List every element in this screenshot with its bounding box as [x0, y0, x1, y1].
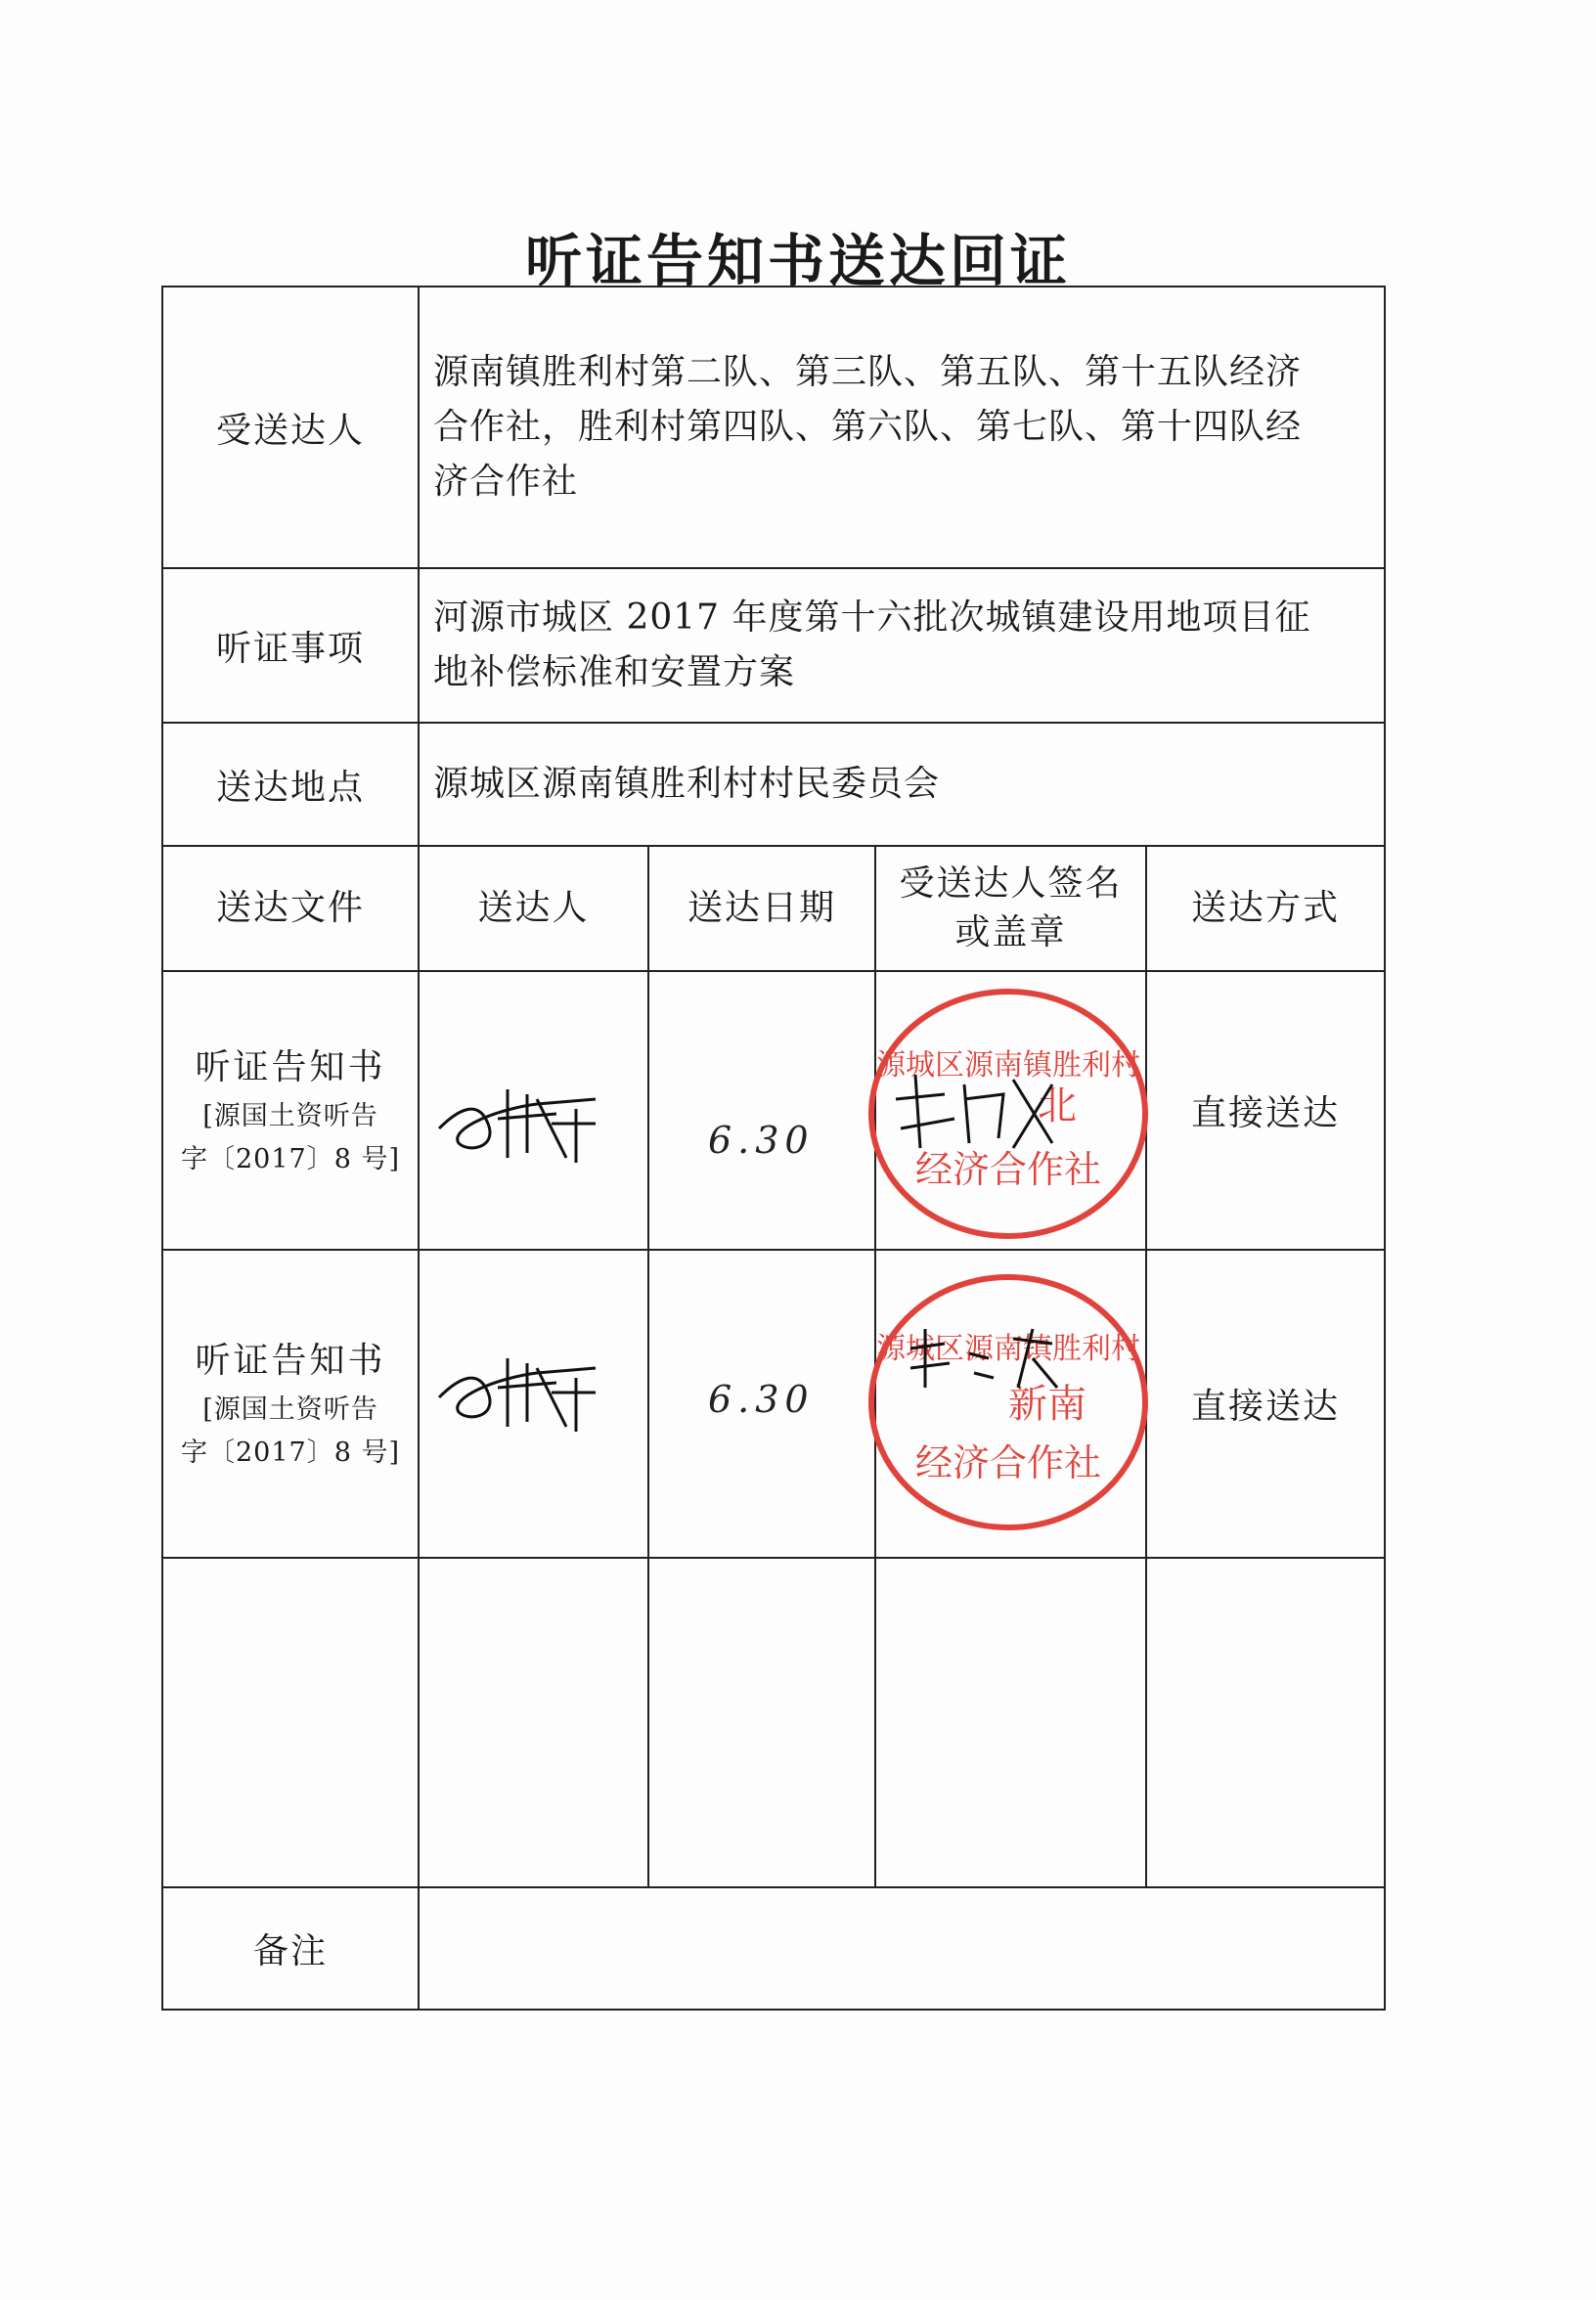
location-label: 送达地点 — [162, 723, 419, 846]
server-signature — [429, 1070, 625, 1168]
header-recipient-sign — [875, 846, 1146, 971]
recipient-signature — [886, 1060, 1062, 1158]
document-name: 听证告知书 — [195, 1046, 386, 1087]
seal-middle-text: 北 — [1038, 1084, 1077, 1128]
server-signature — [429, 1339, 625, 1437]
document-cell — [162, 971, 419, 1250]
header-date: 送达日期 — [648, 846, 875, 971]
remarks-row — [162, 1887, 1385, 2010]
recipient-row — [162, 287, 1385, 568]
server-signature-cell — [419, 971, 648, 1250]
matter-label: 听证事项 — [162, 568, 419, 723]
recipient-value — [419, 287, 1385, 568]
matter-value — [419, 568, 1385, 723]
recipient-line: 合作社，胜利村第四队、第六队、第七队、第十四队经 — [433, 407, 1303, 447]
delivery-row — [162, 1250, 1385, 1558]
empty-cell — [162, 1558, 419, 1887]
remarks-label: 备注 — [162, 1887, 419, 2010]
matter-line: 地补偿标准和安置方案 — [433, 652, 796, 692]
matter-line: 河源市城区 2017 年度第十六批次城镇建设用地项目征 — [433, 597, 1311, 638]
delivery-method: 直接送达 — [1146, 1250, 1385, 1558]
seal-top-text: 源城区源南镇胜利村 — [876, 1048, 1140, 1083]
empty-cell — [875, 1558, 1146, 1887]
seal-top-text: 源城区源南镇胜利村 — [876, 1332, 1140, 1366]
header-recipient-sign-line: 或盖章 — [954, 912, 1067, 952]
document-reference: [源国土资听告 — [202, 1393, 378, 1425]
document-reference: [源国土资听告 — [202, 1100, 378, 1131]
column-header-row — [162, 846, 1385, 971]
date-cell — [648, 1250, 875, 1558]
date-cell — [648, 971, 875, 1250]
delivery-date: 6.30 — [708, 1378, 815, 1421]
delivery-method: 直接送达 — [1146, 971, 1385, 1250]
recipient-label: 受送达人 — [162, 287, 419, 568]
delivery-date: 6.30 — [708, 1119, 815, 1162]
recipient-seal-cell — [875, 971, 1146, 1250]
header-document: 送达文件 — [162, 846, 419, 971]
empty-cell — [648, 1558, 875, 1887]
service-receipt-table — [161, 286, 1386, 2011]
empty-row — [162, 1558, 1385, 1887]
document-reference: 字〔2017〕8 号] — [180, 1143, 400, 1174]
header-recipient-sign-line: 受送达人签名 — [899, 863, 1123, 904]
recipient-line: 济合作社 — [433, 462, 579, 502]
recipient-signature — [896, 1319, 1072, 1397]
document-name: 听证告知书 — [195, 1340, 386, 1381]
red-seal — [862, 1265, 1155, 1539]
header-server: 送达人 — [419, 846, 648, 971]
recipient-seal-cell — [875, 1250, 1146, 1558]
matter-row — [162, 568, 1385, 723]
empty-cell — [1146, 1558, 1385, 1887]
delivery-row — [162, 971, 1385, 1250]
recipient-line: 源南镇胜利村第二队、第三队、第五队、第十五队经济 — [433, 352, 1303, 392]
document-title: 听证告知书送达回证 — [524, 228, 1071, 294]
empty-cell — [419, 1558, 648, 1887]
header-method: 送达方式 — [1146, 846, 1385, 971]
location-row — [162, 723, 1385, 846]
seal-middle-text: 新南 — [1008, 1382, 1086, 1427]
location-value: 源城区源南镇胜利村村民委员会 — [419, 723, 1385, 846]
document-cell — [162, 1250, 419, 1558]
remarks-value — [419, 1887, 1385, 2010]
seal-bottom-text: 经济合作社 — [914, 1441, 1102, 1484]
server-signature-cell — [419, 1250, 648, 1558]
seal-bottom-text: 经济合作社 — [914, 1148, 1102, 1191]
document-reference: 字〔2017〕8 号] — [180, 1437, 400, 1468]
